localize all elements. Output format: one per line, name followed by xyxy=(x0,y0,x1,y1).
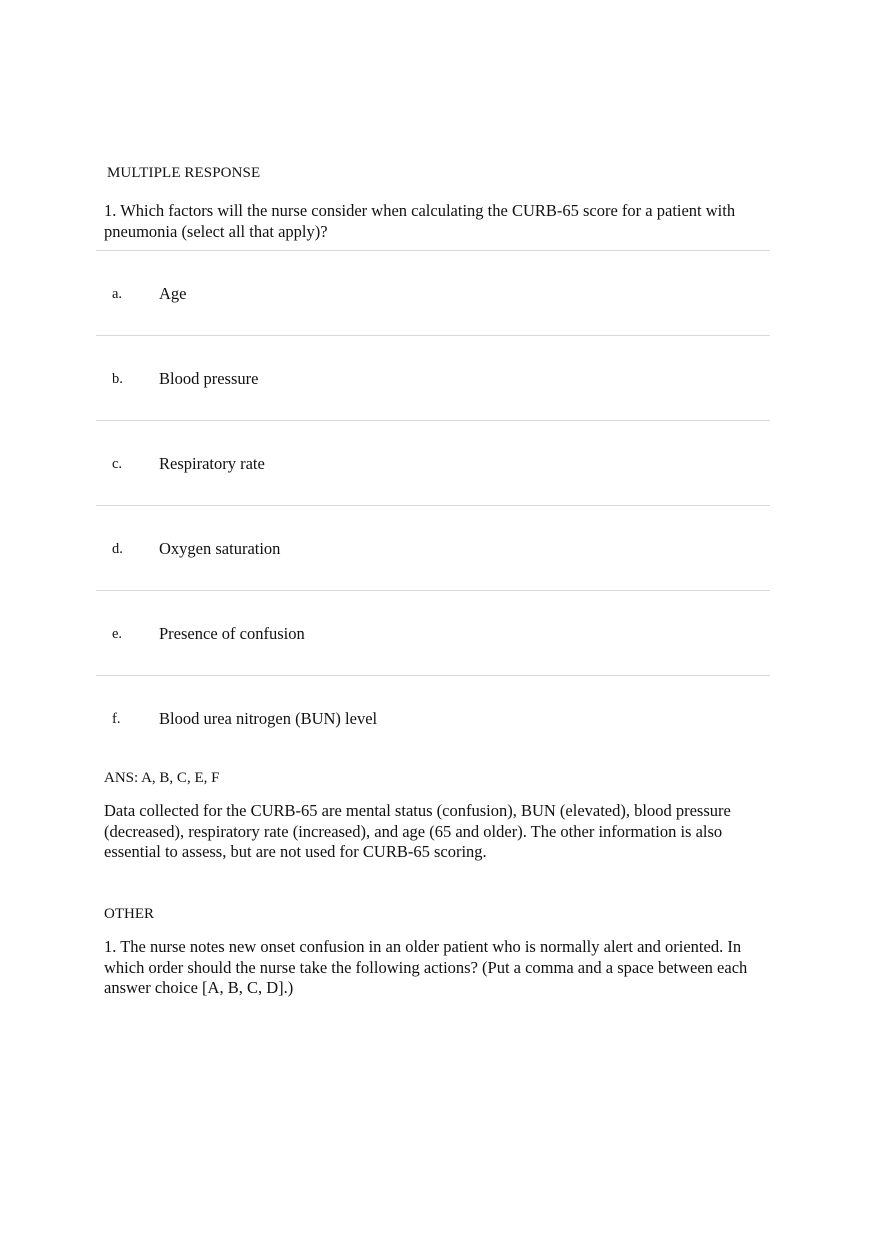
option-row-b xyxy=(96,335,770,420)
ordering-question-text: 1. The nurse notes new onset confusion in an older patient who is normally alert and oriented. In which order should the nurse take the following actions? (Put a comma and a space between each answer choice [A, B, C, D].) xyxy=(104,937,748,997)
option-text: Respiratory rate xyxy=(159,454,265,473)
rationale-text: Data collected for the CURB-65 are mental status (confusion), BUN (elevated), blood pressure (decreased), respiratory rate (increased), and age (65 and older). The other information is also essential to assess, but are not used for CURB-65 scoring. xyxy=(104,801,731,861)
option-row-d xyxy=(96,505,770,590)
question-text: 1. Which factors will the nurse consider when calculating the CURB-65 score for a patient with pneumonia (select all that apply)? xyxy=(104,201,736,241)
option-text: Oxygen saturation xyxy=(159,539,281,558)
answer-key: ANS: A, B, C, E, F xyxy=(104,770,220,786)
option-letter: e. xyxy=(112,626,123,642)
option-text: Blood pressure xyxy=(159,369,259,388)
option-letter: c. xyxy=(112,456,123,472)
answer-options-list xyxy=(96,250,770,760)
option-letter: a. xyxy=(112,286,123,302)
option-row-f xyxy=(96,675,770,760)
option-text: Age xyxy=(159,284,187,303)
option-row-a xyxy=(96,250,770,335)
section-heading-other: OTHER xyxy=(104,906,154,922)
option-row-c xyxy=(96,420,770,505)
section-heading-multiple-response: MULTIPLE RESPONSE xyxy=(107,165,261,181)
option-text: Presence of confusion xyxy=(159,624,305,643)
option-letter: b. xyxy=(112,371,123,387)
option-letter: d. xyxy=(112,541,123,557)
option-text: Blood urea nitrogen (BUN) level xyxy=(159,709,378,728)
option-row-e xyxy=(96,590,770,675)
option-letter: f. xyxy=(112,711,121,727)
